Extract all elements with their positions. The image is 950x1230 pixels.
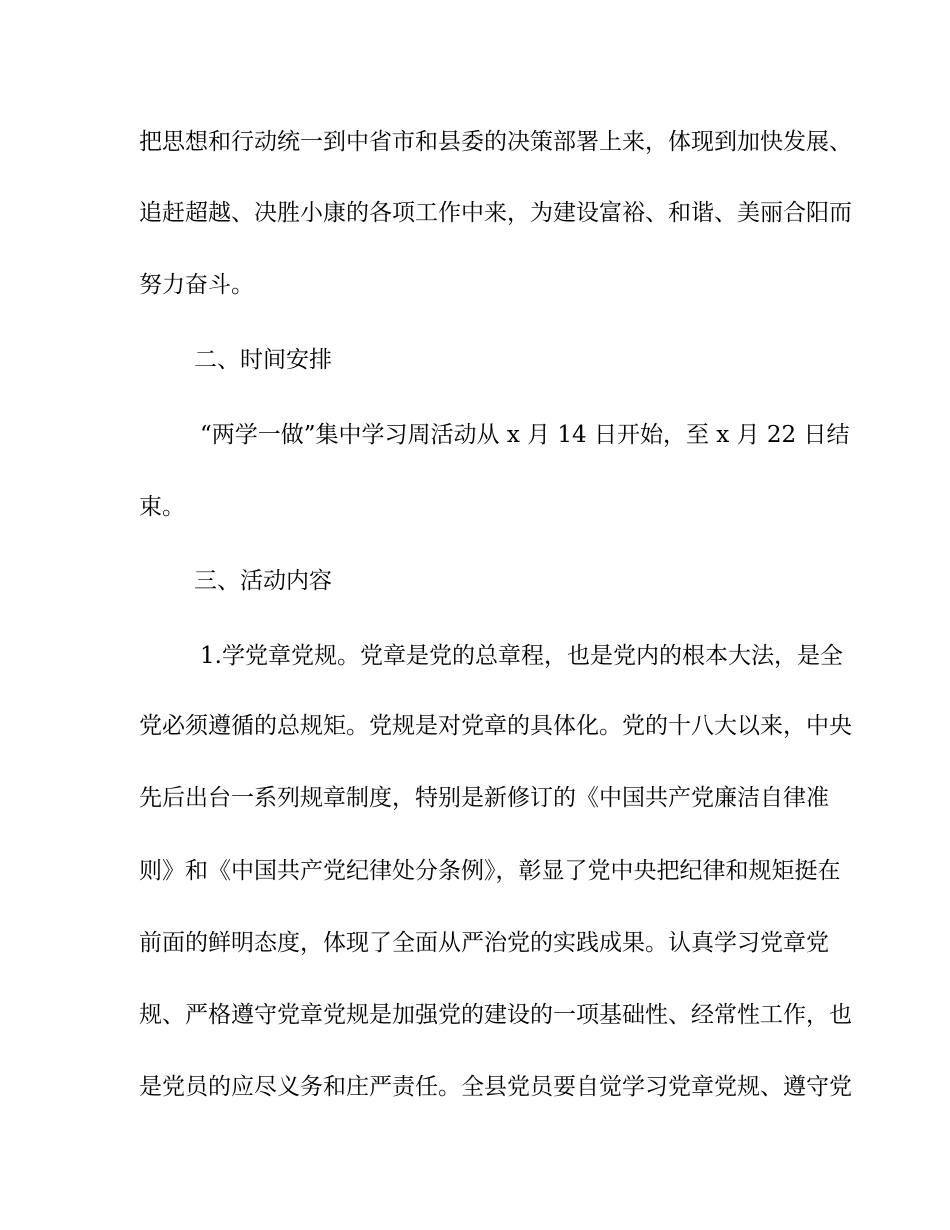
paragraph-line: “两学一做”集中学习周活动从 x 月 14 日开始，至 x 月 22 日结 xyxy=(200,422,850,448)
section-heading: 三、活动内容 xyxy=(194,568,332,594)
section-heading: 二、时间安排 xyxy=(194,347,332,373)
paragraph-line: 束。 xyxy=(139,494,185,520)
paragraph-line: 党必须遵循的总规矩。党规是对党章的具体化。党的十八大以来，中央 xyxy=(139,713,852,739)
paragraph-line: 1.学党章党规。党章是党的总章程，也是党内的根本大法，是全 xyxy=(200,643,843,669)
paragraph-line: 则》和《中国共产党纪律处分条例》，彰显了党中央把纪律和规矩挺在 xyxy=(139,858,841,884)
paragraph-line: 努力奋斗。 xyxy=(139,272,254,298)
paragraph-line: 是党员的应尽义务和庄严责任。全县党员要自觉学习党章党规、遵守党 xyxy=(139,1074,852,1100)
paragraph-line: 规、严格遵守党章党规是加强党的建设的一项基础性、经常性工作，也 xyxy=(139,1002,852,1028)
paragraph-line: 先后出台一系列规章制度，特别是新修订的《中国共产党廉洁自律准 xyxy=(139,785,829,811)
paragraph-line: 前面的鲜明态度，体现了全面从严治党的实践成果。认真学习党章党 xyxy=(139,930,829,956)
paragraph-line: 把思想和行动统一到中省市和县委的决策部署上来，体现到加快发展、 xyxy=(139,129,852,155)
paragraph-line: 追赶超越、决胜小康的各项工作中来，为建设富裕、和谐、美丽合阳而 xyxy=(139,200,852,226)
